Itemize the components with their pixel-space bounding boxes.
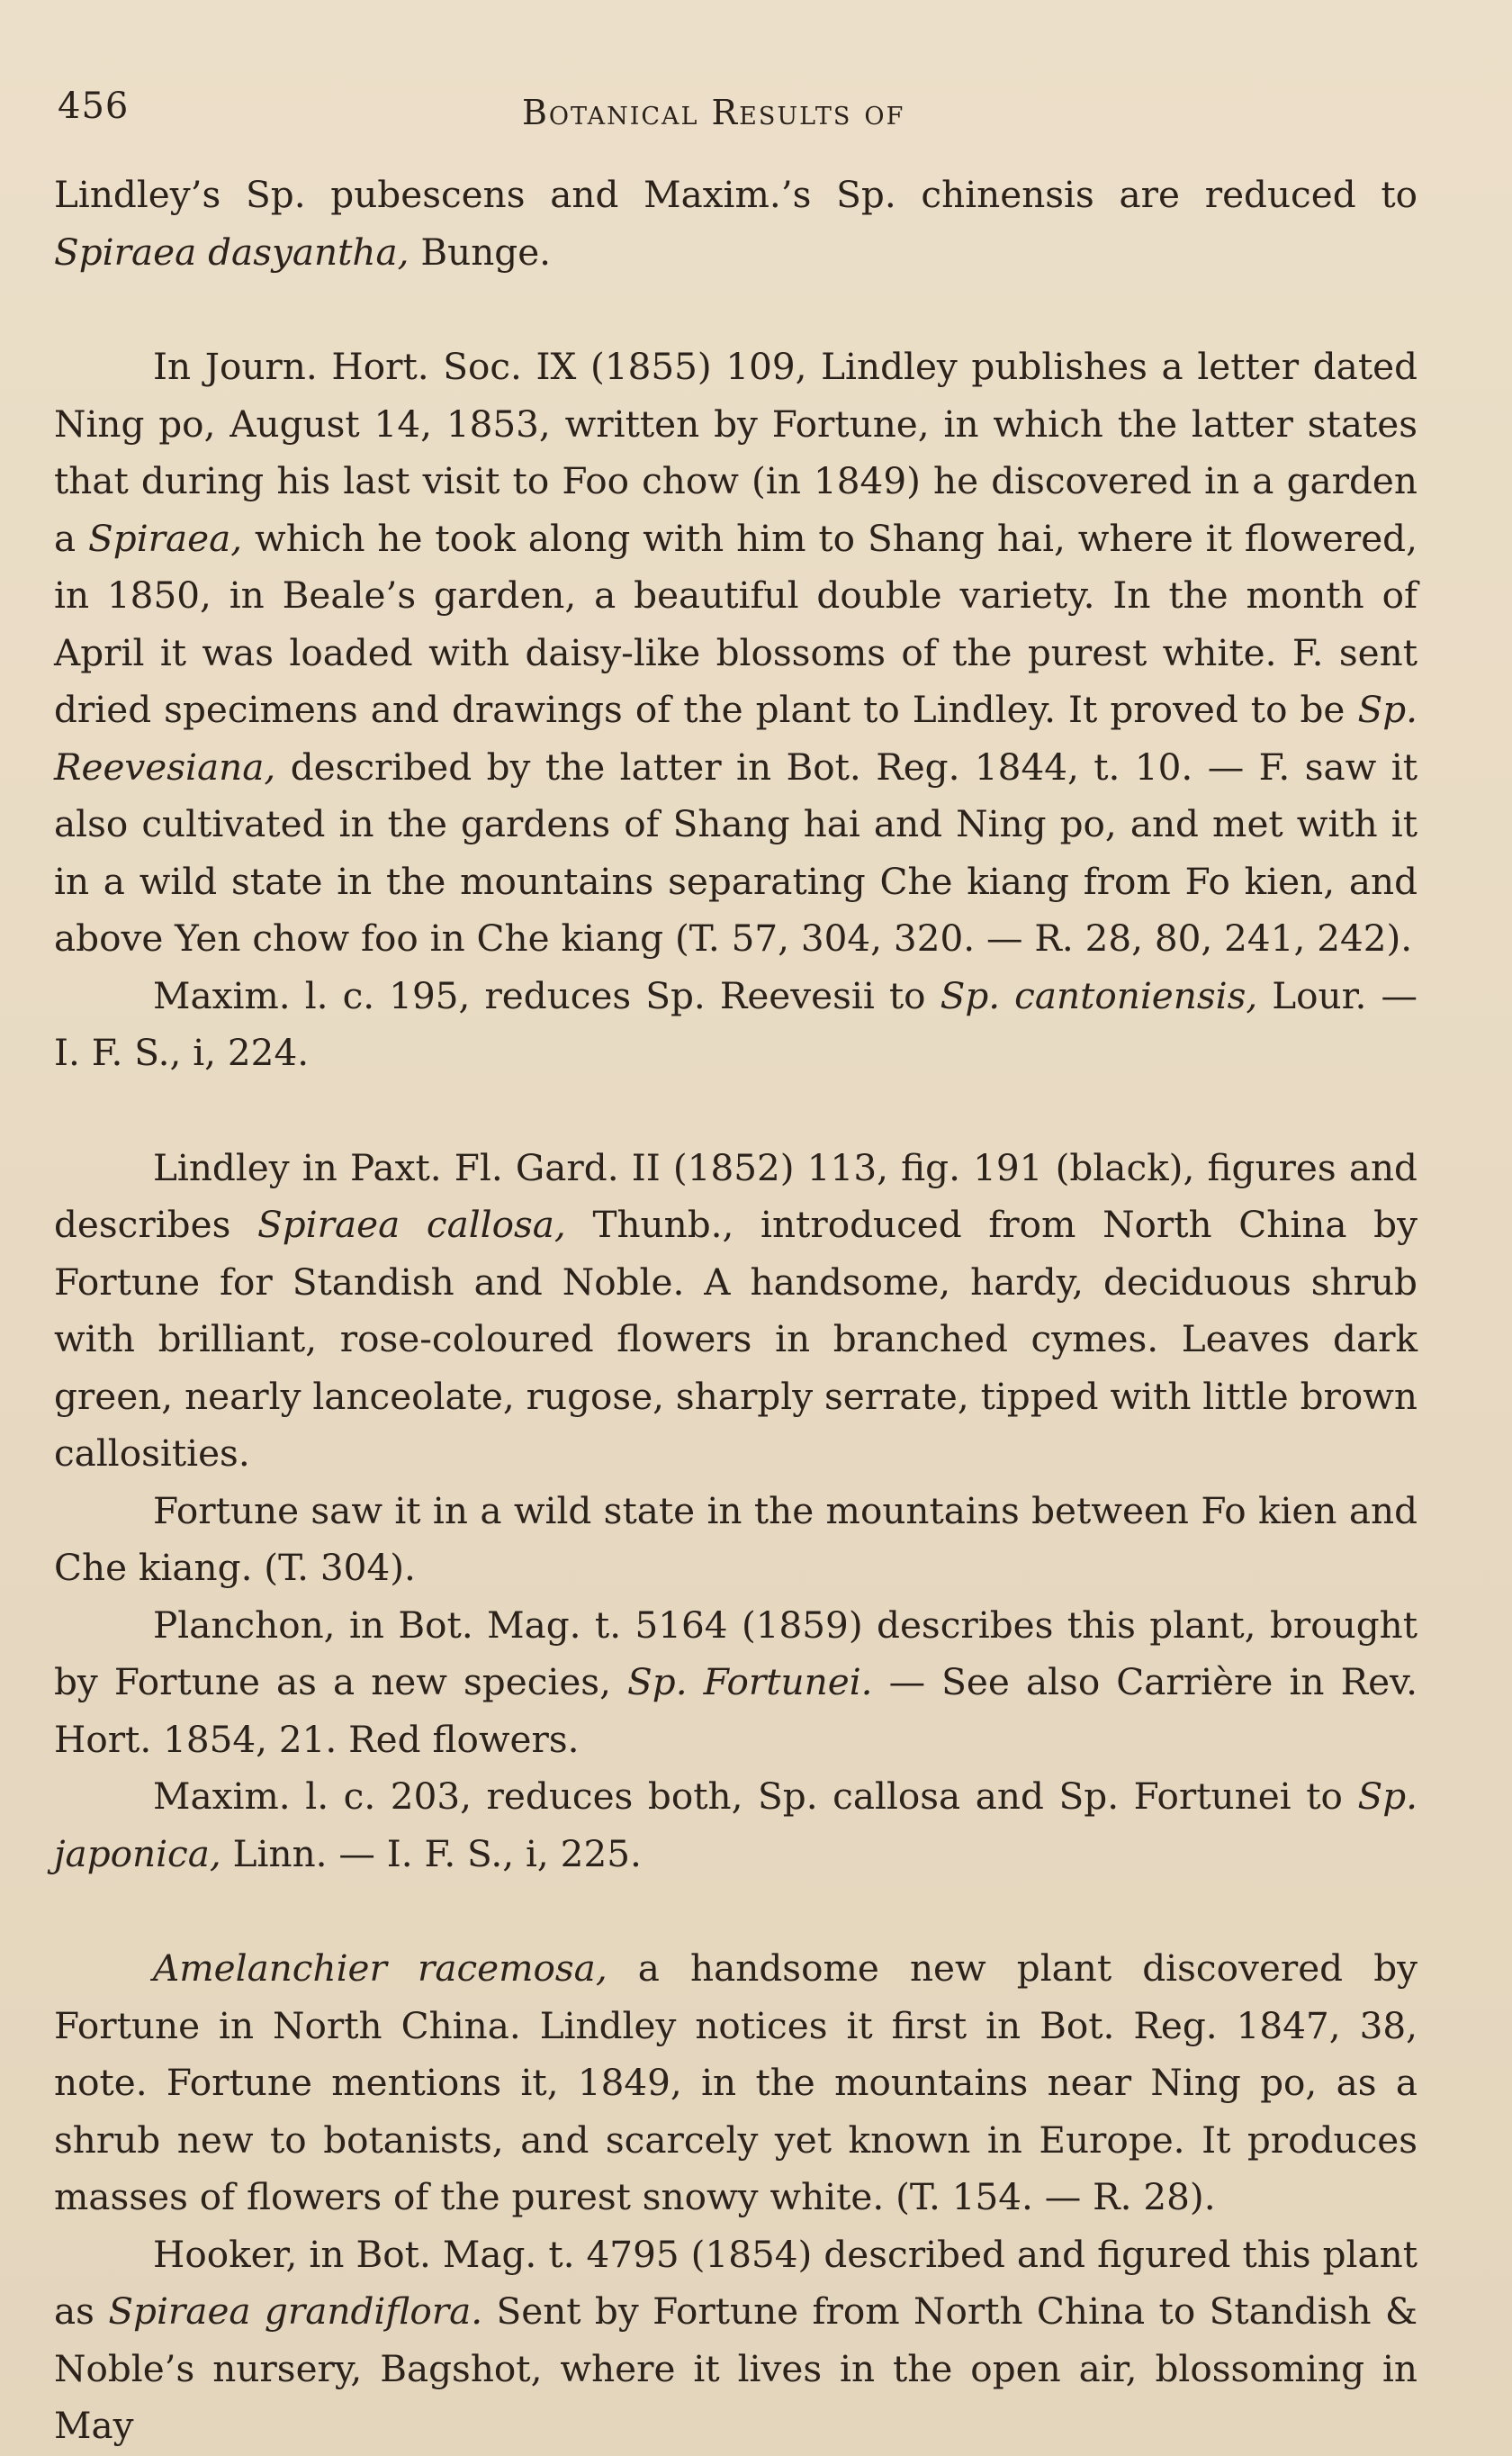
text-run: Linn. — I. F. S., i, 225. (220, 1831, 642, 1875)
text-run: In Journ. Hort. Soc. IX (1855) 109, Lindley publishes a letter dated Ning po, August 14, 1853, written by Fortune, in which the latter states that during his last visit to Foo chow (in 1849) he discovered in a garden a (54, 345, 1418, 560)
paragraph (54, 1768, 1418, 1883)
italic-text: Sp. cantoniensis, (940, 973, 1258, 1017)
paragraph (54, 1140, 1418, 1483)
paragraph (54, 167, 1418, 281)
text-run: Planchon, in Bot. Mag. t. 5164 (1859) describes this plant, brought by Fortune as a new species, (54, 1603, 1418, 1703)
paragraph (54, 1597, 1418, 1769)
text-run: Bunge. (409, 230, 552, 274)
italic-text: Sp. Fortunei. (627, 1660, 873, 1703)
paragraph (54, 1483, 1418, 1597)
paragraph (54, 968, 1418, 1082)
italic-text: Sp. Reevesiana, (54, 688, 1418, 789)
paragraph (54, 1940, 1418, 2226)
page-header (54, 86, 1418, 140)
italic-text: Spiraea callosa, (257, 1203, 566, 1246)
italic-text: Spiraea dasyantha, (54, 230, 410, 274)
body-text (54, 167, 1418, 2455)
text-run: Lindley in Paxt. Fl. Gard. II (1852) 113, fig. 191 (black), figures and describes (54, 1145, 1418, 1246)
running-head: Botanical Results of (522, 93, 905, 132)
text-run: a handsome new plant discovered by Fortune in North China. Lindley notices it first in Bot. Reg. 1847, 38, note. Fortune mentions it, 1849, in the mountains near Ning po, as a shrub new to botanists, and scarcely yet known in Europe. It produces masses of flowers of the purest snowy white. (T. 154. — R. 28). (54, 1946, 1418, 2218)
text-run: Lindley’s Sp. pubescens and Maxim.’s Sp. chinensis are reduced to (54, 173, 1418, 216)
text-run: Maxim. l. c. 203, reduces both, Sp. callosa and Sp. Fortunei to (153, 1774, 1358, 1818)
italic-text: Spiraea, (88, 516, 243, 560)
italic-text: Sp. japonica, (54, 1774, 1418, 1875)
italic-text: Amelanchier racemosa, (153, 1946, 608, 1990)
text-run: Fortune saw it in a wild state in the mountains between Fo kien and Che kiang. (T. 304). (54, 1488, 1418, 1589)
text-run: Lour. — I. F. S., i, 224. (54, 973, 1418, 1074)
paragraph (54, 339, 1418, 968)
text-run: — See also Carrière in Rev. Hort. 1854, 21. Red flowers. (54, 1660, 1418, 1761)
text-run: Hooker, in Bot. Mag. t. 4795 (1854) described and figured this plant as (54, 2232, 1418, 2333)
page-number: 456 (58, 86, 130, 127)
text-run: described by the latter in Bot. Reg. 1844, t. 10. — F. saw it also cultivated in the gardens of Shang hai and Ning po, and met with it in a wild state in the mountains separating Che kiang from Fo kien, and above Yen chow foo in Che kiang (T. 57, 304, 320. — R. 28, 80, 241, 242). (54, 745, 1418, 960)
text-run: Maxim. l. c. 195, reduces Sp. Reevesii to (153, 973, 940, 1017)
text-run: Thunb., introduced from North China by Fortune for Standish and Noble. A handsome, hardy, deciduous shrub with brilliant, rose-coloured flowers in branched cymes. Leaves dark green, nearly lanceolate, rugose, sharply serrate, tipped with little brown callosities. (54, 1203, 1418, 1475)
text-run: which he took along with him to Shang hai, where it flowered, in 1850, in Beale’s garden, a beautiful double variety. In the month of April it was loaded with daisy-like blossoms of the purest white. F. sent dried specimens and drawings of the plant to Lindley. It proved to be (54, 516, 1418, 731)
paragraph (54, 2226, 1418, 2455)
italic-text: Spiraea grandiflora. (108, 2289, 483, 2333)
text-run: Sent by Fortune from North China to Standish & Noble’s nursery, Bagshot, where it lives in the open air, blossoming in May (54, 2289, 1418, 2447)
